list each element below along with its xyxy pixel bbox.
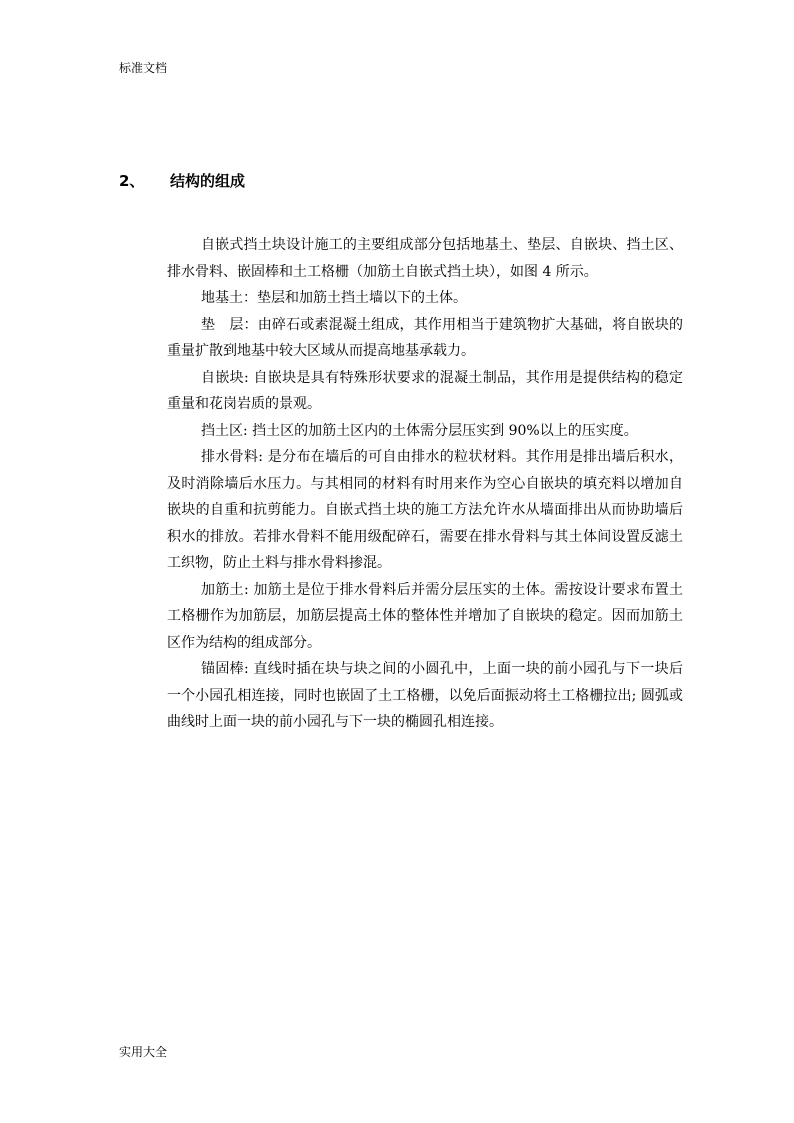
paragraph-self-embedded-block: 自嵌块: 自嵌块是具有特殊形状要求的混凝土制品，其作用是提供结构的稳定重量和花岗岩质的景观。 [167, 369, 683, 412]
paragraph-intro: 自嵌式挡土块设计施工的主要组成部分包括地基土、垫层、自嵌块、挡土区、排水骨料、嵌固棒和土工格栅（加筋土自嵌式挡土块），如图 4 所示。 [167, 237, 683, 280]
paragraph-drainage-aggregate: 排水骨料: 是分布在墙后的可自由排水的粒状材料。其作用是排出墙后积水，及时消除墙后水压力。与其相同的材料有时用来作为空心自嵌块的填充料以增加自嵌块的自重和抗剪能力。自嵌式挡土块的施工方法允许水从墙面排出从而协助墙后积水的排放。若排水骨料不能用级配碎石，需要在排水骨料与其土体间设置反滤土工织物，防止土料与排水骨料掺混。 [167, 449, 683, 571]
paragraph-foundation-soil: 地基土：垫层和加筋土挡土墙以下的土体。 [201, 290, 467, 306]
paragraph-reinforced-soil: 加筋土: 加筋土是位于排水骨料后并需分层压实的土体。需按设计要求布置土工格栅作为加筋层，加筋层提高土体的整体性并增加了自嵌块的稳定。因而加筋土区作为结构的组成部分。 [167, 581, 683, 651]
paragraph-anchor-rod: 锚固棒: 直线时插在块与块之间的小圆孔中，上面一块的前小园孔与下一块后一个小园孔相连接，同时也嵌固了土工格栅，以免后面振动将土工格栅拉出; 圆弧或曲线时上面一块的前小园孔与下一块的椭圆孔相连接。 [167, 661, 683, 730]
section-heading [119, 171, 245, 191]
paragraph-cushion-layer: 垫 层：由碎石或素混凝土组成，其作用相当于建筑物扩大基础，将自嵌块的重量扩散到地基中较大区域从而提高地基承载力。 [167, 316, 683, 359]
paragraph-retaining-zone: 挡土区: 挡土区的加筋土区内的土体需分层压实到 90%以上的压实度。 [201, 422, 638, 439]
section-title: 结构的组成 [170, 172, 246, 190]
section-number: 2、 [119, 172, 145, 190]
page-footer: 实用大全 [119, 1045, 168, 1059]
body-text [167, 232, 683, 736]
page-header: 标准文档 [119, 61, 168, 75]
